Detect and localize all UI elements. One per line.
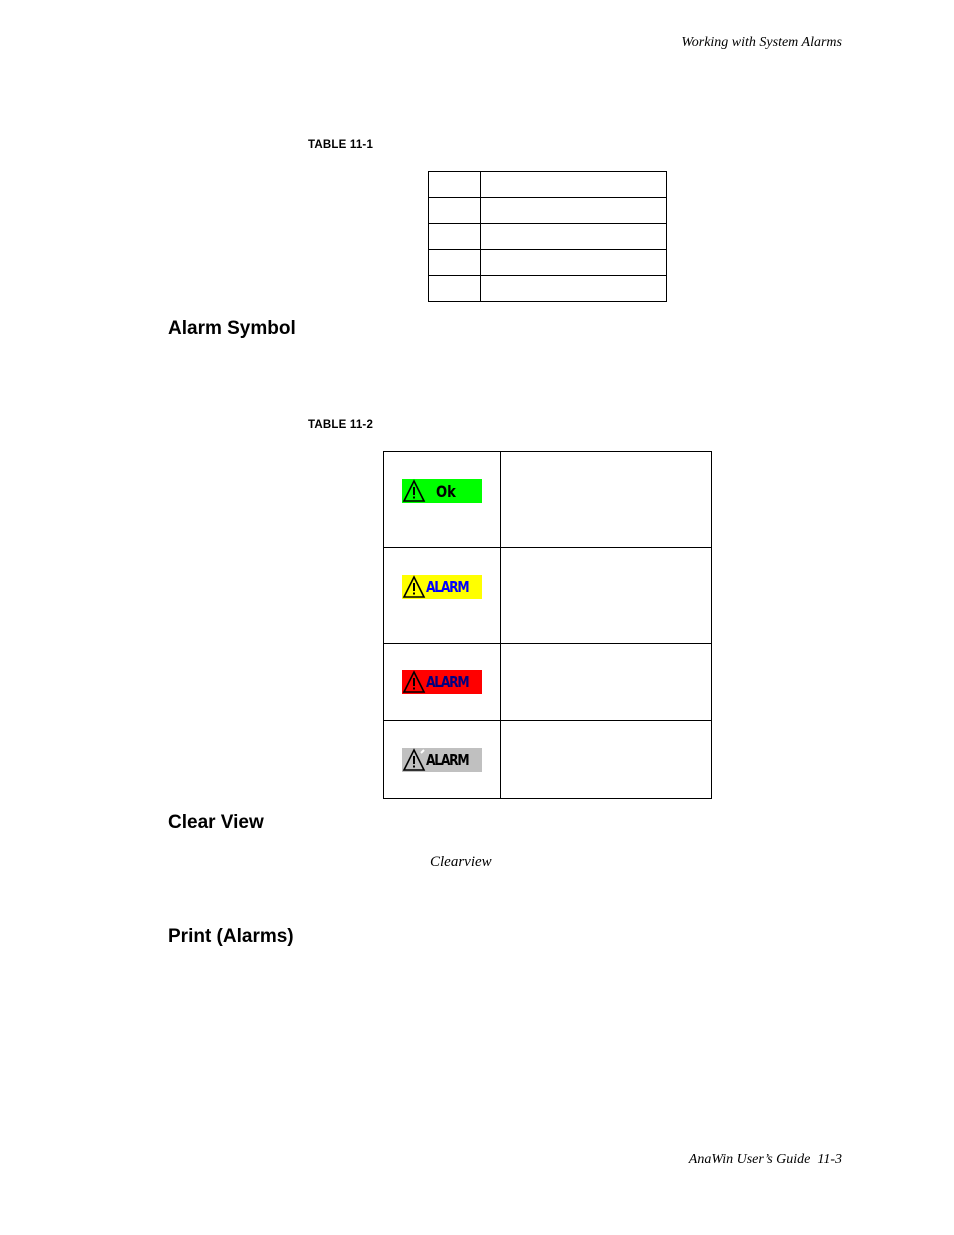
page-footer bbox=[689, 1152, 842, 1168]
symbol-cell bbox=[384, 548, 501, 644]
table-11-2-label: TABLE 11-2 bbox=[308, 419, 374, 431]
badge-label: ALARM bbox=[426, 673, 469, 691]
page-number: 11-3 bbox=[817, 1152, 842, 1167]
description-cell bbox=[501, 644, 712, 721]
table-row bbox=[429, 172, 667, 198]
table-cell bbox=[429, 198, 481, 224]
table-cell bbox=[429, 250, 481, 276]
table-11-1 bbox=[428, 171, 667, 302]
table-11-2 bbox=[383, 451, 712, 799]
table-cell bbox=[481, 250, 667, 276]
table-row bbox=[429, 250, 667, 276]
alarm-status-badge bbox=[402, 748, 482, 772]
badge-label: Ok bbox=[436, 481, 456, 501]
running-head: Working with System Alarms bbox=[681, 35, 842, 50]
badge-label: ALARM bbox=[426, 751, 469, 769]
table-row bbox=[384, 644, 712, 721]
table-cell bbox=[481, 224, 667, 250]
table-cell bbox=[481, 276, 667, 302]
description-cell bbox=[501, 452, 712, 548]
symbol-cell bbox=[384, 721, 501, 799]
table-row bbox=[429, 276, 667, 302]
warning-triangle-icon bbox=[402, 748, 426, 772]
table-row bbox=[384, 548, 712, 644]
warning-triangle-icon bbox=[402, 670, 426, 694]
table-row bbox=[384, 721, 712, 799]
table-cell bbox=[481, 198, 667, 224]
alarm-status-badge bbox=[402, 670, 482, 694]
alarm-status-badge bbox=[402, 575, 482, 599]
symbol-cell bbox=[384, 644, 501, 721]
section-heading-print-alarms: Print (Alarms) bbox=[168, 926, 294, 947]
clearview-term: Clearview bbox=[430, 854, 492, 870]
table-cell bbox=[429, 172, 481, 198]
table-cell bbox=[429, 224, 481, 250]
ok-status-badge bbox=[402, 479, 482, 503]
warning-triangle-icon bbox=[402, 575, 426, 599]
table-row bbox=[384, 452, 712, 548]
table-cell bbox=[481, 172, 667, 198]
table-row bbox=[429, 198, 667, 224]
guide-title: AnaWin User’s Guide bbox=[688, 1152, 811, 1167]
description-cell bbox=[501, 721, 712, 799]
table-cell bbox=[429, 276, 481, 302]
warning-triangle-icon bbox=[402, 479, 426, 503]
badge-label: ALARM bbox=[426, 578, 469, 596]
section-heading-clear-view: Clear View bbox=[168, 812, 264, 833]
description-cell bbox=[501, 548, 712, 644]
table-11-1-label: TABLE 11-1 bbox=[308, 139, 374, 151]
symbol-cell bbox=[384, 452, 501, 548]
section-heading-alarm-symbol: Alarm Symbol bbox=[168, 318, 296, 339]
table-row bbox=[429, 224, 667, 250]
